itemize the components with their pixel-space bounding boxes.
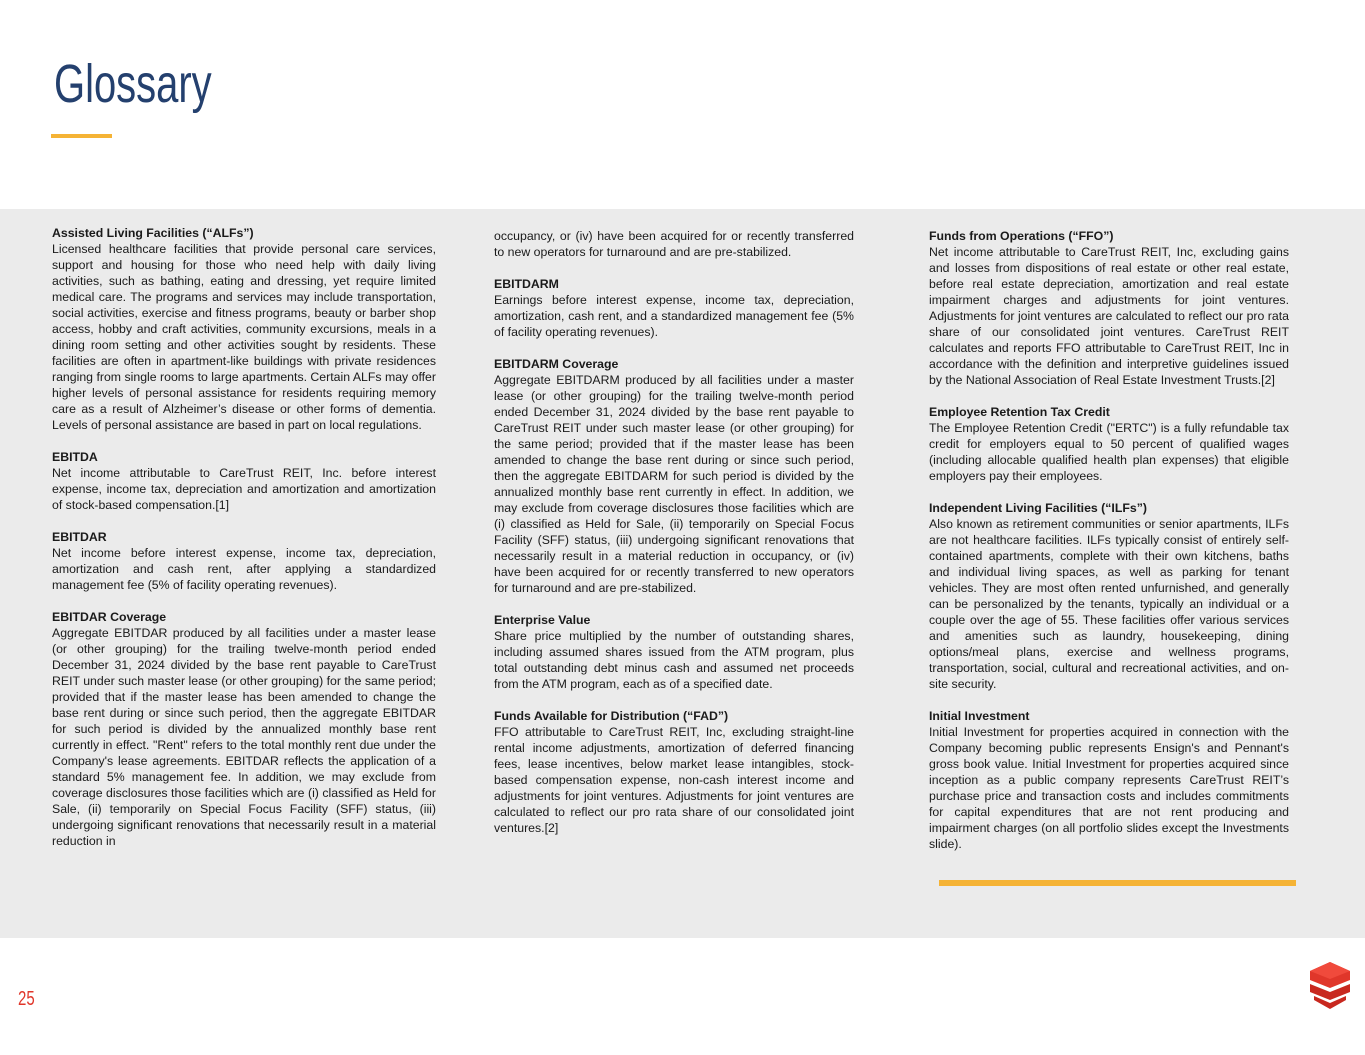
glossary-entry bbox=[929, 228, 1289, 388]
glossary-term: Funds from Operations (“FFO”) bbox=[929, 229, 1114, 243]
glossary-entry bbox=[52, 449, 436, 513]
glossary-entry bbox=[929, 708, 1289, 852]
glossary-definition: Earnings before interest expense, income tax, depreciation, amortization, cash rent, and a standardized management fee (5% of facility operating revenues). bbox=[494, 293, 854, 339]
glossary-term: Enterprise Value bbox=[494, 613, 591, 627]
title-underline bbox=[51, 134, 112, 138]
glossary-entry bbox=[494, 356, 854, 596]
glossary-term: Independent Living Facilities (“ILFs”) bbox=[929, 501, 1147, 515]
glossary-definition: Licensed healthcare facilities that provide personal care services, support and housing for those who need help with daily living activities, such as bathing, eating and dressing, yet require limited medical care. The programs and services may include transportation, social activities, exercise and fitness programs, beauty or barber shop access, hobby and craft activities, community excursions, meals in a dining room setting and other activities sought by residents. These facilities are often in apartment-like buildings with private residences ranging from single rooms to large apartments. Certain ALFs may offer higher levels of personal assistance for residents requiring memory care as a result of Alzheimer’s disease or other forms of dementia. Levels of personal assistance are based in part on local regulations. bbox=[52, 242, 436, 432]
glossary-term: Assisted Living Facilities (“ALFs”) bbox=[52, 226, 254, 240]
glossary-entry bbox=[494, 708, 854, 836]
glossary-definition: Aggregate EBITDARM produced by all facilities under a master lease (or other grouping) for the trailing twelve-month period ended December 31, 2024 divided by the base rent payable to CareTrust REIT under such master lease (or other grouping) for the same period; provided that if the master lease has been amended to change the base rent during or since such period, then the aggregate EBITDARM for such period is divided by the annualized monthly base rent currently in effect. In addition, we may exclude from coverage disclosures those facilities which are (i) classified as Held for Sale, (ii) temporarily on Special Focus Facility (SFF) status, (iii) undergoing significant renovations that necessarily result in a material reduction in occupancy, or (iv) have been acquired for or recently transferred to new operators for turnaround and are pre-stabilized. bbox=[494, 373, 854, 595]
glossary-term: Employee Retention Tax Credit bbox=[929, 405, 1110, 419]
glossary-definition: occupancy, or (iv) have been acquired for or recently transferred to new operators for turnaround and are pre-stabilized. bbox=[494, 229, 854, 259]
glossary-definition: The Employee Retention Credit ("ERTC") is a fully refundable tax credit for employers equal to 50 percent of qualified wages (including allocable qualified health plan expenses) that eligible employers pay their employees. bbox=[929, 421, 1289, 483]
glossary-term: EBITDAR Coverage bbox=[52, 610, 167, 624]
glossary-entry bbox=[52, 529, 436, 593]
glossary-definition: Net income attributable to CareTrust REIT, Inc, excluding gains and losses from dispositions of real estate or other real estate, before real estate depreciation, amortization and real estate impairment charges and adjustments for joint ventures. Adjustments for joint ventures are calculated to reflect our pro rata share of our consolidated joint ventures. CareTrust REIT calculates and reports FFO attributable to CareTrust REIT, Inc in accordance with the definition and interpretive guidelines issued by the National Association of Real Estate Investment Trusts.[2] bbox=[929, 245, 1289, 387]
glossary-definition: Aggregate EBITDAR produced by all facilities under a master lease (or other grouping) for the trailing twelve-month period ended December 31, 2024 divided by the base rent payable to CareTrust REIT under such master lease (or other grouping) for the same period; provided that if the master lease has been amended to change the base rent during or since such period, then the aggregate EBITDAR for such period is divided by the annualized monthly base rent currently in effect. "Rent" refers to the total monthly rent due under the Company's lease agreements. EBITDAR reflects the application of a standard 5% management fee. In addition, we may exclude from coverage disclosures those facilities which are (i) classified as Held for Sale, (ii) temporarily on Special Focus Facility (SFF) status, (iii) undergoing significant renovations that necessarily result in a material reduction in bbox=[52, 626, 436, 848]
glossary-definition: Share price multiplied by the number of outstanding shares, including assumed shares issued from the ATM program, plus total outstanding debt minus cash and assumed net proceeds from the ATM program, each as of a specified date. bbox=[494, 629, 854, 691]
section-end-rule bbox=[939, 880, 1296, 886]
glossary-definition: Net income before interest expense, income tax, depreciation, amortization and cash rent, after applying a standardized management fee (5% of facility operating revenues). bbox=[52, 546, 436, 592]
glossary-term: EBITDARM bbox=[494, 277, 559, 291]
glossary-definition: FFO attributable to CareTrust REIT, Inc, excluding straight-line rental income adjustments, amortization of deferred financing fees, lease incentives, below market lease intangibles, stock-based compensation expense, non-cash interest income and adjustments for joint ventures. Adjustments for joint ventures are calculated to reflect our pro rata share of our consolidated joint ventures.[2] bbox=[494, 725, 854, 835]
glossary-term: EBITDARM Coverage bbox=[494, 357, 619, 371]
page-title: Glossary bbox=[54, 54, 212, 114]
glossary-term: EBITDAR bbox=[52, 530, 107, 544]
glossary-entry bbox=[52, 609, 436, 849]
glossary-term: Funds Available for Distribution (“FAD”) bbox=[494, 709, 729, 723]
glossary-column-3 bbox=[929, 228, 1289, 868]
glossary-definition: Net income attributable to CareTrust REIT, Inc. before interest expense, income tax, depreciation and amortization and amortization of stock-based compensation.[1] bbox=[52, 466, 436, 512]
glossary-entry-continued bbox=[494, 228, 854, 260]
page-number: 25 bbox=[18, 988, 35, 1010]
glossary-column-1 bbox=[52, 225, 436, 865]
glossary-entry bbox=[494, 612, 854, 692]
glossary-term: Initial Investment bbox=[929, 709, 1030, 723]
glossary-definition: Initial Investment for properties acquired in connection with the Company becoming public represents Ensign's and Pennant's gross book value. Initial Investment for properties acquired since inception as a public company represents CareTrust REIT’s purchase price and transaction costs and includes commitments for capital expenditures that are not rent producing and impairment charges (on all portfolio slides except the Investments slide). bbox=[929, 725, 1289, 851]
glossary-entry bbox=[929, 404, 1289, 484]
glossary-entry bbox=[494, 276, 854, 340]
glossary-entry bbox=[52, 225, 436, 433]
glossary-definition: Also known as retirement communities or senior apartments, ILFs are not healthcare facilities. ILFs typically consist of entirely self-contained apartments, complete with their own kitchens, baths and individual living spaces, as well as parking for tenant vehicles. They are most often rented unfurnished, and generally can be personalized by the tenants, typically an individual or a couple over the age of 55. These facilities offer various services and amenities such as laundry, housekeeping, dining options/meal plans, exercise and wellness programs, transportation, social, cultural and recreational activities, and on-site security. bbox=[929, 517, 1289, 691]
caretrust-logo-icon bbox=[1310, 962, 1350, 1010]
glossary-entry bbox=[929, 500, 1289, 692]
glossary-column-2 bbox=[494, 228, 854, 852]
glossary-term: EBITDA bbox=[52, 450, 98, 464]
